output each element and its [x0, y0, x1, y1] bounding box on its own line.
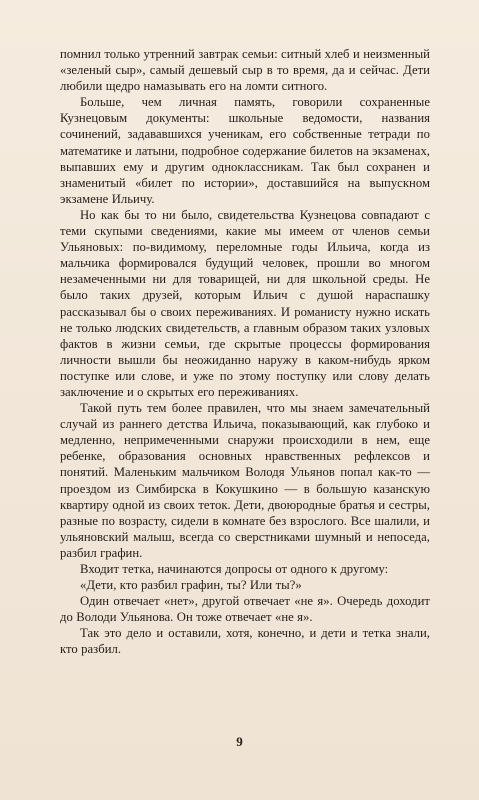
- paragraph-4: Такой путь тем более правилен, что мы знаем замечательный случай из раннего детства Ильича, показывающий, как глубоко и медленно, непримеченными снаружи происходили в нем, еще ребенке, образования основных нравственных рефлексов и понятий. Маленьким мальчиком Володя Ульянов попал как-то — проездом из Симбирска в Кокушкино — в большую казанскую квартиру одной из своих теток. Дети, двоюродные братья и сестры, разные по возрасту, сидели в комнате без взрослого. Все шалили, и ульяновский малыш, всегда со сверстниками шумный и непоседа, разбил графин.: [60, 401, 430, 560]
- paragraph-2: Больше, чем личная память, говорили сохраненные Кузнецовым документы: школьные ведомости, названия сочинений, задававшихся ученикам, его собственные тетради по математике и латыни, подробное содержание билетов на экзаменах, выпавших ему и другим одноклассникам. Так был сохранен и знаменитый «билет по истории», доставшийся на выпускном экзамене Ильичу.: [60, 95, 430, 206]
- paragraph-3: Но как бы то ни было, свидетельства Кузнецова совпадают с теми скупыми сведениями, какие мы имеем от членов семьи Ульяновых: по-видимому, переломные годы Ильича, когда из мальчика формировался будущий человек, прошли во многом незамеченными ни для товарищей, ни для школьной среды. Не было таких друзей, которым Ильич с душой нараспашку рассказывал бы о своих переживаниях. И романисту нужно искать не только людских свидетельств, а главным образом таких узловых фактов в жизни семьи, где скрытые процессы формирования личности вышли бы неожиданно наружу в каком-нибудь ярком поступке или слове, и уже по этому поступку или слову делать заключение и о скрытых его переживаниях.: [60, 207, 430, 399]
- page-text: [60, 46, 430, 658]
- paragraph-8: Так это дело и оставили, хотя, конечно, и дети и тетка знали, кто разбил.: [60, 626, 430, 657]
- paragraph-1: помнил только утренний завтрак семьи: ситный хлеб и неизменный «зеленый сыр», самый дешевый сыр в то время, да и сейчас. Дети любили щедро намазывать его на ломти ситного.: [60, 47, 430, 94]
- paragraph-6: «Дети, кто разбил графин, ты? Или ты?»: [80, 578, 302, 593]
- paragraph-5: Входит тетка, начинаются допросы от одного к другому:: [80, 562, 389, 576]
- paragraph-7: Один отвечает «нет», другой отвечает «не я». Очередь доходит до Володи Ульянова. Он тоже отвечает «не я».: [60, 594, 430, 625]
- page-number: 9: [236, 734, 243, 749]
